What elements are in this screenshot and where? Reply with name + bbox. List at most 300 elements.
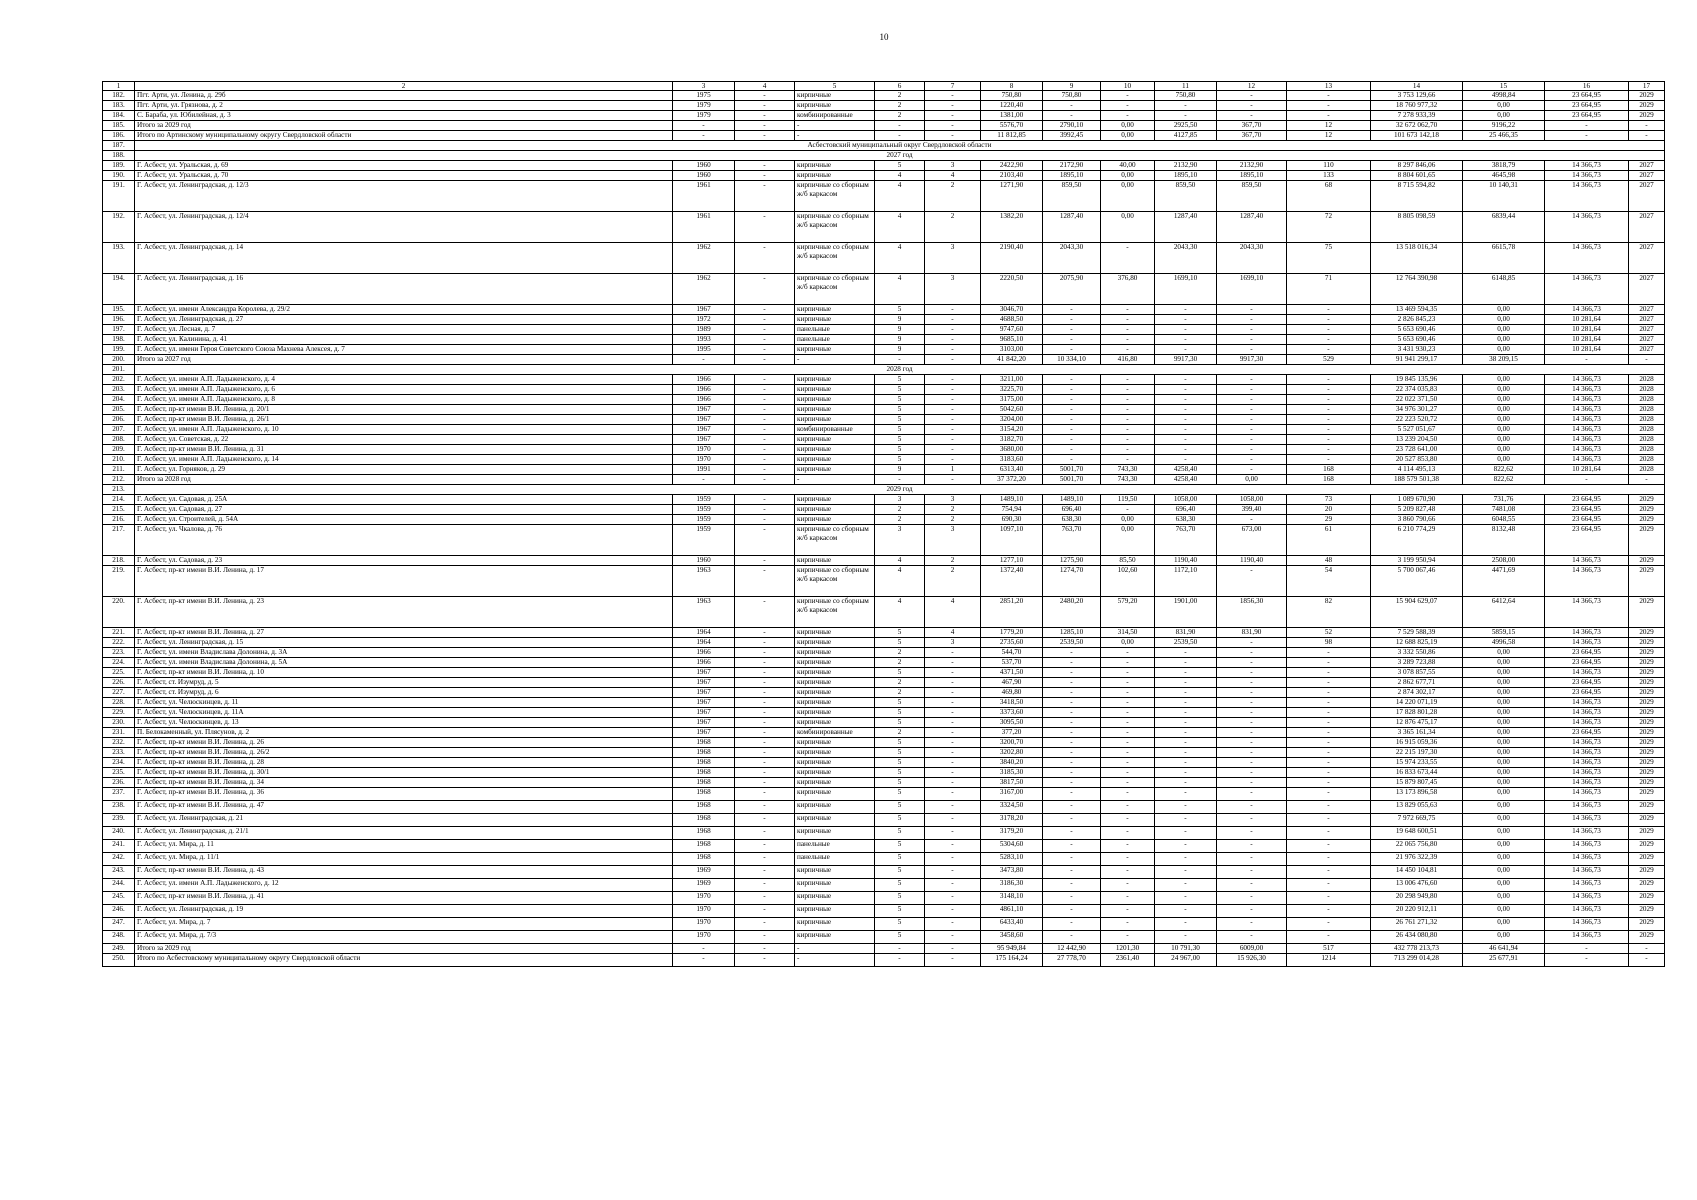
table-cell: 22 215 197,30 — [1371, 748, 1463, 758]
table-cell: панельные — [795, 840, 875, 853]
table-cell: 10 281,64 — [1545, 325, 1629, 335]
address-cell: Г. Асбест, ул. имени А.П. Ладыженского, д. 12 — [135, 879, 673, 892]
row-number: 214. — [103, 495, 135, 505]
row-number: 226. — [103, 678, 135, 688]
table-cell: 0,00 — [1463, 758, 1545, 768]
table-cell: - — [925, 905, 981, 918]
table-cell: - — [735, 658, 795, 668]
table-cell: - — [1043, 788, 1101, 801]
table-cell: 14 366,73 — [1545, 597, 1629, 628]
table-cell: - — [925, 778, 981, 788]
table-cell: - — [1287, 866, 1371, 879]
row-number: 194. — [103, 274, 135, 305]
table-cell: 2029 — [1629, 101, 1665, 111]
table-cell: - — [1217, 879, 1287, 892]
table-cell: - — [1043, 335, 1101, 345]
table-cell: 2 — [925, 515, 981, 525]
table-cell: 4471,69 — [1463, 566, 1545, 597]
table-cell: 14 366,73 — [1545, 840, 1629, 853]
table-row — [103, 91, 1665, 101]
table-row — [103, 648, 1665, 658]
table-cell: - — [1101, 768, 1155, 778]
table-cell: - — [1101, 748, 1155, 758]
table-cell: 110 — [1287, 161, 1371, 171]
table-cell: 2028 — [1629, 395, 1665, 405]
table-cell: кирпичные — [795, 385, 875, 395]
table-row — [103, 101, 1665, 111]
table-cell: 0,00 — [1463, 325, 1545, 335]
table-cell: 6009,00 — [1217, 944, 1287, 954]
table-cell: 20 220 912,11 — [1371, 905, 1463, 918]
table-cell: - — [735, 944, 795, 954]
table-cell: 0,00 — [1101, 515, 1155, 525]
table-cell: - — [1043, 918, 1101, 931]
table-cell: 0,00 — [1463, 435, 1545, 445]
table-cell: 5 209 827,48 — [1371, 505, 1463, 515]
table-cell: 6615,78 — [1463, 243, 1545, 274]
row-number: 201. — [103, 365, 135, 375]
table-cell: 5 — [875, 918, 925, 931]
table-cell: - — [1101, 505, 1155, 515]
table-cell: - — [1101, 918, 1155, 931]
table-cell: - — [1155, 305, 1217, 315]
table-cell: - — [1545, 944, 1629, 954]
table-cell: 9917,30 — [1217, 355, 1287, 365]
address-cell: Итого по Артинскому муниципальному округу Свердловской области — [135, 131, 673, 141]
section-row — [103, 151, 1665, 161]
table-cell: - — [925, 121, 981, 131]
table-cell: 1966 — [673, 385, 735, 395]
table-cell: 3 — [925, 161, 981, 171]
table-cell: 2422,90 — [981, 161, 1043, 171]
table-cell: 2027 — [1629, 305, 1665, 315]
table-cell: - — [1043, 768, 1101, 778]
row-number: 223. — [103, 648, 135, 658]
table-cell: 1989 — [673, 325, 735, 335]
table-cell: - — [1155, 415, 1217, 425]
table-cell: 2029 — [1629, 648, 1665, 658]
table-cell: 0,00 — [1101, 181, 1155, 212]
address-cell: Г. Асбест, ул. имени А.П. Ладыженского, д. 14 — [135, 455, 673, 465]
table-cell: - — [1101, 335, 1155, 345]
table-cell: 12 — [1287, 121, 1371, 131]
table-cell: 6148,85 — [1463, 274, 1545, 305]
table-cell: 0,00 — [1101, 121, 1155, 131]
table-cell: - — [925, 728, 981, 738]
address-cell: Г. Асбест, ст. Изумруд, д. 6 — [135, 688, 673, 698]
table-cell: 1382,20 — [981, 212, 1043, 243]
table-cell: 82 — [1287, 597, 1371, 628]
column-number: 17 — [1629, 82, 1665, 91]
address-cell: Г. Асбест, пр-кт имени В.И. Ленина, д. 36 — [135, 788, 673, 801]
table-cell: 0,00 — [1101, 131, 1155, 141]
table-cell: - — [925, 866, 981, 879]
table-cell: - — [1217, 778, 1287, 788]
table-cell: - — [1101, 91, 1155, 101]
table-cell: - — [1155, 678, 1217, 688]
table-cell: 3186,30 — [981, 879, 1043, 892]
table-cell: - — [1287, 668, 1371, 678]
table-cell: 1970 — [673, 455, 735, 465]
address-cell: Г. Асбест, ул. Мира, д. 7 — [135, 918, 673, 931]
row-number: 249. — [103, 944, 135, 954]
table-cell: 2027 — [1629, 181, 1665, 212]
table-cell: - — [1287, 879, 1371, 892]
table-cell: 95 949,84 — [981, 944, 1043, 954]
table-cell: 68 — [1287, 181, 1371, 212]
table-cell: 537,70 — [981, 658, 1043, 668]
row-number: 213. — [103, 485, 135, 495]
table-cell: 5 — [875, 161, 925, 171]
table-cell: кирпичные — [795, 465, 875, 475]
table-row — [103, 425, 1665, 435]
table-cell: - — [1101, 708, 1155, 718]
table-cell: - — [735, 638, 795, 648]
table-cell: 3373,60 — [981, 708, 1043, 718]
row-number: 209. — [103, 445, 135, 455]
table-cell: 0,00 — [1463, 445, 1545, 455]
table-row — [103, 325, 1665, 335]
table-cell: - — [925, 315, 981, 325]
table-cell: - — [1043, 325, 1101, 335]
row-number: 200. — [103, 355, 135, 365]
table-cell: - — [1217, 698, 1287, 708]
table-cell: 1895,10 — [1043, 171, 1101, 181]
table-cell: - — [1217, 678, 1287, 688]
table-cell: - — [925, 305, 981, 315]
table-cell: - — [1287, 718, 1371, 728]
table-cell: 14 366,73 — [1545, 181, 1629, 212]
row-number: 199. — [103, 345, 135, 355]
table-cell: 696,40 — [1043, 505, 1101, 515]
table-row — [103, 597, 1665, 628]
table-cell: - — [673, 355, 735, 365]
table-cell: - — [1101, 345, 1155, 355]
table-cell: 3154,20 — [981, 425, 1043, 435]
table-cell: 32 672 062,70 — [1371, 121, 1463, 131]
table-cell: 8132,48 — [1463, 525, 1545, 556]
table-cell: - — [1043, 415, 1101, 425]
table-cell: - — [735, 728, 795, 738]
address-cell: П. Белокаменный, ул. Плясунов, д. 2 — [135, 728, 673, 738]
table-cell: - — [1101, 827, 1155, 840]
table-cell: 2790,10 — [1043, 121, 1101, 131]
table-cell: - — [1287, 385, 1371, 395]
section-title: 2029 год — [135, 485, 1665, 495]
table-cell: 6412,64 — [1463, 597, 1545, 628]
table-cell: - — [1155, 345, 1217, 355]
table-cell: - — [1101, 879, 1155, 892]
table-cell: - — [735, 814, 795, 827]
table-row — [103, 405, 1665, 415]
table-cell: - — [925, 395, 981, 405]
address-cell: Г. Асбест, пр-кт имени В.И. Ленина, д. 26/2 — [135, 748, 673, 758]
table-cell: 3324,50 — [981, 801, 1043, 814]
table-cell: - — [1155, 853, 1217, 866]
table-cell: - — [1043, 778, 1101, 788]
table-cell: 0,00 — [1463, 814, 1545, 827]
table-cell: 3 078 857,55 — [1371, 668, 1463, 678]
table-cell: 5283,10 — [981, 853, 1043, 866]
table-cell: - — [925, 814, 981, 827]
table-cell: 2539,50 — [1155, 638, 1217, 648]
table-cell: - — [1155, 455, 1217, 465]
table-cell: 5 — [875, 415, 925, 425]
table-cell: - — [925, 91, 981, 101]
table-cell: 1967 — [673, 305, 735, 315]
table-cell: 2028 — [1629, 425, 1665, 435]
table-cell: 3 860 790,66 — [1371, 515, 1463, 525]
table-cell: 46 641,94 — [1463, 944, 1545, 954]
table-cell: 822,62 — [1463, 465, 1545, 475]
address-cell: Г. Асбест, пр-кт имени В.И. Ленина, д. 34 — [135, 778, 673, 788]
table-cell: - — [735, 556, 795, 566]
table-cell: 13 006 476,60 — [1371, 879, 1463, 892]
table-cell: - — [1101, 801, 1155, 814]
table-cell: - — [1217, 91, 1287, 101]
table-cell: 763,70 — [1155, 525, 1217, 556]
table-cell: - — [1043, 678, 1101, 688]
row-number: 215. — [103, 505, 135, 515]
table-cell: 1970 — [673, 931, 735, 944]
table-cell: 24 967,00 — [1155, 954, 1217, 967]
table-cell: - — [1217, 465, 1287, 475]
table-cell: 175 164,24 — [981, 954, 1043, 967]
table-cell: 2 — [875, 658, 925, 668]
table-cell: - — [1287, 918, 1371, 931]
table-row — [103, 827, 1665, 840]
address-cell: Г. Асбест, пр-кт имени В.И. Ленина, д. 10 — [135, 668, 673, 678]
table-cell: 1967 — [673, 718, 735, 728]
table-cell: 2 826 845,23 — [1371, 315, 1463, 325]
table-cell: 579,20 — [1101, 597, 1155, 628]
table-cell: 1190,40 — [1217, 556, 1287, 566]
table-cell: - — [735, 415, 795, 425]
table-cell: - — [735, 425, 795, 435]
table-row — [103, 556, 1665, 566]
table-row — [103, 638, 1665, 648]
table-cell: 3 199 950,94 — [1371, 556, 1463, 566]
address-cell: Г. Асбест, пр-кт имени В.И. Ленина, д. 20/1 — [135, 405, 673, 415]
table-cell: 1970 — [673, 905, 735, 918]
table-row — [103, 788, 1665, 801]
table-row — [103, 131, 1665, 141]
table-cell: 4 — [875, 171, 925, 181]
table-cell: 0,00 — [1463, 768, 1545, 778]
table-cell: - — [1217, 748, 1287, 758]
table-cell: 5 — [875, 853, 925, 866]
table-cell: кирпичные — [795, 495, 875, 505]
table-cell: 1097,10 — [981, 525, 1043, 556]
table-cell: 23 664,95 — [1545, 101, 1629, 111]
table-row — [103, 853, 1665, 866]
table-cell: 21 976 322,39 — [1371, 853, 1463, 866]
table-cell: 1 089 670,90 — [1371, 495, 1463, 505]
table-row — [103, 668, 1665, 678]
table-cell: - — [735, 455, 795, 465]
table-cell: 48 — [1287, 556, 1371, 566]
address-cell: Г. Асбест, ул. Ленинградская, д. 16 — [135, 274, 673, 305]
table-cell: - — [1155, 718, 1217, 728]
table-cell: 1963 — [673, 566, 735, 597]
table-cell: - — [1101, 648, 1155, 658]
table-cell: кирпичные — [795, 708, 875, 718]
table-cell: 2029 — [1629, 597, 1665, 628]
table-cell: - — [1101, 243, 1155, 274]
table-cell: 22 374 035,83 — [1371, 385, 1463, 395]
table-cell: 34 976 301,27 — [1371, 405, 1463, 415]
table-cell: 1287,40 — [1217, 212, 1287, 243]
table-cell: 3992,45 — [1043, 131, 1101, 141]
table-row — [103, 814, 1665, 827]
table-cell: - — [735, 355, 795, 365]
table-cell: кирпичные — [795, 788, 875, 801]
table-cell: кирпичные — [795, 395, 875, 405]
table-cell: - — [925, 708, 981, 718]
table-cell: 469,80 — [981, 688, 1043, 698]
row-number: 248. — [103, 931, 135, 944]
table-cell: - — [1155, 445, 1217, 455]
table-cell: 10 334,10 — [1043, 355, 1101, 365]
table-cell: 750,80 — [981, 91, 1043, 101]
table-cell: 0,00 — [1463, 415, 1545, 425]
table-cell: - — [795, 475, 875, 485]
table-cell: - — [1155, 101, 1217, 111]
table-cell: - — [795, 954, 875, 967]
table-cell: 4 — [875, 181, 925, 212]
table-cell: - — [1155, 801, 1217, 814]
table-cell: 0,00 — [1463, 748, 1545, 758]
table-cell: - — [735, 385, 795, 395]
table-cell: 0,00 — [1463, 658, 1545, 668]
table-cell: - — [735, 91, 795, 101]
table-cell: 0,00 — [1463, 385, 1545, 395]
table-cell: кирпичные со сборным ж/б каркасом — [795, 243, 875, 274]
table-cell: 14 366,73 — [1545, 305, 1629, 315]
table-cell: 101 673 142,18 — [1371, 131, 1463, 141]
table-cell: - — [1043, 718, 1101, 728]
table-cell: - — [1217, 415, 1287, 425]
table-cell: 17 828 801,28 — [1371, 708, 1463, 718]
table-cell: 15 926,30 — [1217, 954, 1287, 967]
table-cell: кирпичные — [795, 345, 875, 355]
address-cell: Г. Асбест, ул. Ленинградская, д. 21/1 — [135, 827, 673, 840]
table-cell: 19 648 600,51 — [1371, 827, 1463, 840]
table-cell: кирпичные — [795, 375, 875, 385]
address-cell: Пгт. Арти, ул. Грязнова, д. 2 — [135, 101, 673, 111]
table-cell: - — [1155, 748, 1217, 758]
table-cell: 3473,80 — [981, 866, 1043, 879]
table-cell: - — [1155, 405, 1217, 415]
table-cell: - — [925, 801, 981, 814]
table-cell: 2027 — [1629, 161, 1665, 171]
table-cell: - — [1155, 648, 1217, 658]
table-cell: 98 — [1287, 638, 1371, 648]
table-cell: 6433,40 — [981, 918, 1043, 931]
table-cell: 1968 — [673, 814, 735, 827]
table-cell: 23 664,95 — [1545, 688, 1629, 698]
table-cell: 3 — [925, 243, 981, 274]
table-cell: - — [925, 435, 981, 445]
table-cell: 14 366,73 — [1545, 698, 1629, 708]
table-cell: - — [1217, 305, 1287, 315]
address-cell: Г. Асбест, ул. Ленинградская, д. 14 — [135, 243, 673, 274]
table-cell: - — [1101, 101, 1155, 111]
table-cell: - — [925, 335, 981, 345]
table-cell: 14 366,73 — [1545, 879, 1629, 892]
table-cell: 20 — [1287, 505, 1371, 515]
table-cell: 2028 — [1629, 445, 1665, 455]
table-cell: - — [925, 768, 981, 778]
table-cell: 1960 — [673, 171, 735, 181]
table-cell: 0,00 — [1101, 525, 1155, 556]
table-cell: - — [1155, 840, 1217, 853]
table-cell: - — [735, 305, 795, 315]
table-cell: кирпичные — [795, 918, 875, 931]
table-cell: 2103,40 — [981, 171, 1043, 181]
table-cell: комбинированные — [795, 425, 875, 435]
table-cell: 0,00 — [1463, 905, 1545, 918]
table-cell: 10 281,64 — [1545, 465, 1629, 475]
address-cell: Г. Асбест, ул. Советская, д. 22 — [135, 435, 673, 445]
row-number: 242. — [103, 853, 135, 866]
table-cell: - — [1155, 778, 1217, 788]
table-cell: - — [1043, 708, 1101, 718]
table-cell: 1966 — [673, 375, 735, 385]
table-cell: 3211,00 — [981, 375, 1043, 385]
table-cell: 673,00 — [1217, 525, 1287, 556]
table-cell: 25 677,91 — [1463, 954, 1545, 967]
table-cell: 2220,50 — [981, 274, 1043, 305]
table-cell: 91 941 299,17 — [1371, 355, 1463, 365]
table-cell: - — [1287, 445, 1371, 455]
row-number: 243. — [103, 866, 135, 879]
table-cell: - — [1043, 345, 1101, 355]
table-cell: 0,00 — [1463, 335, 1545, 345]
row-number: 185. — [103, 121, 135, 131]
table-cell: 0,00 — [1463, 455, 1545, 465]
table-cell: 2029 — [1629, 668, 1665, 678]
table-cell: кирпичные — [795, 315, 875, 325]
table-cell: 1779,20 — [981, 628, 1043, 638]
table-cell: 2 — [925, 505, 981, 515]
table-cell: 14 366,73 — [1545, 425, 1629, 435]
table-cell: 2028 — [1629, 375, 1665, 385]
table-cell: 2 — [925, 556, 981, 566]
table-cell: 859,50 — [1043, 181, 1101, 212]
table-cell: 467,90 — [981, 678, 1043, 688]
table-row — [103, 866, 1665, 879]
table-cell: - — [1287, 435, 1371, 445]
address-cell: Г. Асбест, ул. Чкалова, д. 76 — [135, 525, 673, 556]
address-cell: Г. Асбест, ул. имени А.П. Ладыженского, д. 10 — [135, 425, 673, 435]
table-cell: - — [925, 668, 981, 678]
table-cell: - — [1287, 375, 1371, 385]
table-cell: 1966 — [673, 395, 735, 405]
table-row — [103, 748, 1665, 758]
table-row — [103, 355, 1665, 365]
table-cell: 13 518 016,34 — [1371, 243, 1463, 274]
table-cell: 1285,10 — [1043, 628, 1101, 638]
table-cell: 2 — [875, 505, 925, 515]
table-cell: 0,00 — [1463, 801, 1545, 814]
table-cell: - — [1629, 954, 1665, 967]
table-cell: 1962 — [673, 274, 735, 305]
table-cell: - — [1101, 385, 1155, 395]
address-cell: Г. Асбест, пр-кт имени В.И. Ленина, д. 31 — [135, 445, 673, 455]
table-cell: - — [735, 335, 795, 345]
table-cell: - — [1043, 688, 1101, 698]
